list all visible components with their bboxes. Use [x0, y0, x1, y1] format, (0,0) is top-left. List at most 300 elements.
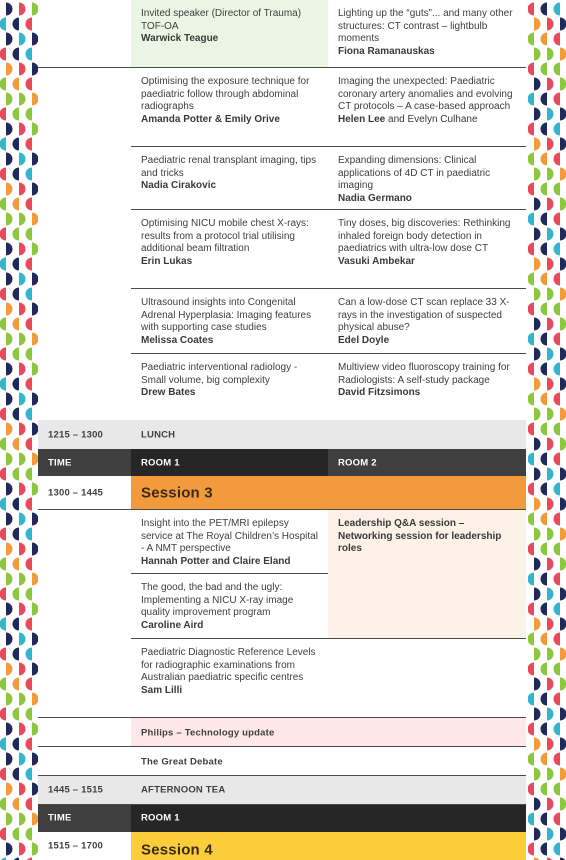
time-cell — [38, 476, 131, 510]
decorative-dot — [528, 303, 534, 316]
decorative-dot — [13, 768, 19, 781]
decorative-dot — [0, 828, 6, 841]
decorative-dot — [534, 408, 540, 421]
decorative-dot — [554, 813, 561, 826]
talk-title: Can a low-dose CT scan replace 33 X-rays in the investigation of suspected physical abuse? — [338, 297, 510, 333]
decorative-dot — [560, 138, 566, 151]
decorative-dot — [554, 753, 561, 766]
decorative-dot — [541, 93, 548, 106]
decorative-dot — [6, 243, 13, 256]
decorative-dot — [6, 3, 13, 16]
decorative-dot — [26, 558, 32, 571]
decorative-dot — [554, 543, 561, 556]
decorative-dot — [528, 243, 534, 256]
decorative-dot — [560, 348, 566, 361]
decorative-dot — [554, 183, 561, 196]
decorative-dot — [6, 783, 13, 796]
decorative-dot — [554, 33, 561, 46]
decorative-dot — [560, 198, 566, 211]
decorative-dot — [560, 108, 566, 121]
decorative-dot — [554, 303, 561, 316]
talk-speaker: Fiona Ramanauskas — [338, 45, 435, 57]
decorative-dot — [534, 108, 541, 121]
decorative-dot — [547, 18, 554, 31]
decorative-dot — [6, 483, 13, 496]
decorative-dot — [6, 63, 13, 76]
talk — [338, 8, 520, 58]
talk-speaker: Erin Lukas — [141, 255, 193, 267]
lunch-row — [38, 420, 526, 449]
decorative-dot — [534, 228, 541, 241]
decorative-dot — [26, 828, 32, 841]
talk-speaker-rest: and Evelyn Culhane — [388, 113, 478, 125]
decorative-dot — [13, 738, 19, 751]
room1-cell — [131, 510, 328, 574]
decorative-dot — [541, 153, 548, 166]
decorative-dot — [554, 513, 561, 526]
decorative-dot — [0, 258, 6, 271]
decorative-dot — [0, 168, 6, 181]
decorative-dot — [534, 618, 541, 631]
decorative-dot — [0, 648, 6, 661]
session-row — [38, 639, 526, 718]
debate-row — [38, 747, 526, 776]
decorative-dot — [19, 783, 26, 796]
decorative-dot — [534, 438, 541, 451]
decorative-dot — [541, 813, 548, 826]
decorative-dot — [560, 438, 566, 451]
decorative-dot — [0, 228, 6, 241]
decorative-dot — [19, 183, 26, 196]
header-room1 — [131, 804, 526, 832]
header-time-label: TIME — [48, 457, 72, 468]
decorative-dot — [6, 183, 13, 196]
time-cell — [38, 832, 131, 860]
decorative-dot — [6, 33, 13, 46]
time-label: 1445 – 1515 — [48, 784, 104, 796]
room1-cell — [131, 289, 328, 354]
decorative-dot — [26, 528, 32, 541]
decorative-dot — [541, 753, 548, 766]
decorative-dot — [6, 423, 13, 436]
decorative-dot — [26, 108, 32, 121]
decorative-dot — [534, 288, 541, 301]
decorative-dot — [0, 708, 6, 721]
decorative-dot — [547, 258, 554, 271]
decorative-dot — [26, 168, 32, 181]
decorative-dot — [534, 18, 541, 31]
decorative-dot — [528, 333, 534, 346]
session4-row — [38, 832, 526, 860]
decorative-dot — [19, 393, 26, 406]
talk — [338, 155, 520, 205]
decorative-dot — [6, 273, 13, 286]
decorative-dot — [13, 78, 19, 91]
decorative-dot — [560, 768, 566, 781]
session-banner — [131, 476, 526, 510]
decorative-dot — [541, 783, 548, 796]
column-header — [38, 804, 526, 832]
decorative-dot — [6, 693, 13, 706]
decorative-dot — [554, 783, 561, 796]
decorative-dot — [534, 588, 541, 601]
decorative-dot — [547, 588, 554, 601]
decorative-dot — [26, 138, 32, 151]
decorative-dot — [547, 198, 554, 211]
decorative-dot — [0, 738, 6, 751]
decorative-dot — [6, 573, 13, 586]
decorative-dot — [13, 708, 19, 721]
decorative-dot — [554, 693, 561, 706]
decorative-dot — [528, 663, 534, 676]
decorative-dot — [528, 513, 534, 526]
talk — [338, 297, 520, 347]
decorative-dot — [26, 438, 32, 451]
header-time — [38, 804, 131, 832]
decorative-dot — [26, 768, 32, 781]
decorative-dot — [0, 288, 6, 301]
decorative-dot — [0, 768, 6, 781]
decorative-dot — [0, 438, 6, 451]
decorative-dot — [13, 198, 19, 211]
decorative-dot — [534, 498, 541, 511]
decorative-dot — [534, 468, 541, 481]
decorative-dot — [26, 618, 32, 631]
decorative-dot — [541, 63, 548, 76]
decorative-dot — [534, 378, 541, 391]
decorative-border-left — [0, 0, 38, 860]
decorative-dot — [19, 303, 26, 316]
decorative-dot — [0, 408, 6, 421]
room1-cell — [131, 68, 328, 147]
room1-cell — [131, 210, 328, 289]
decorative-dot — [19, 843, 26, 856]
decorative-dot — [13, 18, 19, 31]
decorative-dot — [13, 498, 19, 511]
decorative-dot — [6, 843, 13, 856]
decorative-dot — [541, 33, 548, 46]
decorative-dot — [554, 213, 561, 226]
decorative-dot — [26, 348, 32, 361]
decorative-dot — [6, 453, 13, 466]
decorative-dot — [560, 168, 566, 181]
room1-cell — [131, 639, 526, 718]
decorative-dot — [6, 753, 13, 766]
decorative-dot — [554, 363, 561, 376]
decorative-dot — [547, 498, 554, 511]
decorative-dot — [541, 273, 548, 286]
decorative-dot — [19, 603, 26, 616]
decorative-dot — [0, 48, 6, 61]
decorative-dot — [26, 468, 32, 481]
talk-speaker: Melissa Coates — [141, 334, 214, 346]
decorative-dot — [19, 723, 26, 736]
decorative-dot — [13, 438, 19, 451]
philips-label: Philips – Technology update — [141, 727, 275, 738]
talk — [141, 218, 322, 268]
talk — [338, 218, 520, 268]
decorative-dot — [528, 423, 534, 436]
decorative-dot — [13, 558, 19, 571]
decorative-dot — [0, 18, 6, 31]
decorative-dot — [0, 678, 6, 691]
room2-cell — [328, 68, 526, 147]
room1-cell — [131, 354, 328, 420]
decorative-dot — [554, 63, 561, 76]
decorative-dot — [554, 633, 561, 646]
decorative-dot — [19, 543, 26, 556]
decorative-dot — [547, 528, 554, 541]
decorative-dot — [528, 723, 534, 736]
decorative-dot — [19, 483, 26, 496]
room2-cell — [328, 354, 526, 420]
decorative-dot — [554, 453, 561, 466]
decorative-dot — [547, 48, 554, 61]
decorative-dot — [13, 798, 19, 811]
decorative-dot — [13, 408, 19, 421]
decorative-dot — [560, 678, 566, 691]
talk — [141, 155, 322, 193]
decorative-dot — [6, 633, 13, 646]
header-time — [38, 449, 131, 476]
session3-block — [38, 510, 526, 639]
decorative-dot — [528, 3, 534, 16]
decorative-dot — [13, 138, 19, 151]
decorative-dot — [560, 18, 566, 31]
decorative-dot — [0, 138, 6, 151]
debate-label: The Great Debate — [141, 756, 223, 767]
decorative-dot — [528, 693, 534, 706]
session-row — [38, 0, 526, 68]
decorative-dot — [534, 558, 541, 571]
decorative-dot — [26, 48, 32, 61]
decorative-dot — [541, 633, 548, 646]
room2-cell — [328, 147, 526, 210]
decorative-dot — [528, 93, 534, 106]
talk — [141, 297, 322, 347]
decorative-dot — [554, 663, 561, 676]
talk-speaker-bold: Helen Lee — [338, 113, 386, 125]
decorative-dot — [554, 843, 561, 856]
decorative-dot — [547, 768, 554, 781]
decorative-dot — [560, 468, 566, 481]
talk-speaker: Edel Doyle — [338, 334, 390, 346]
decorative-dot — [554, 483, 561, 496]
talk-title: Paediatric Diagnostic Reference Levels for radiographic examinations from Australian paediatric specific centres — [141, 647, 316, 683]
decorative-dot — [560, 48, 566, 61]
decorative-dot — [541, 123, 548, 136]
decorative-dot — [560, 708, 566, 721]
decorative-dot — [26, 708, 32, 721]
decorative-dot — [26, 258, 32, 271]
decorative-dot — [560, 828, 566, 841]
decorative-dot — [547, 288, 554, 301]
talk-title: Invited speaker (Director of Trauma) TOF-OA — [141, 8, 302, 32]
decorative-dot — [6, 333, 13, 346]
decorative-dot — [19, 153, 26, 166]
break-label: LUNCH — [141, 429, 176, 440]
decorative-dot — [547, 168, 554, 181]
decorative-dot — [541, 603, 548, 616]
column-header — [38, 449, 526, 476]
decorative-dot — [13, 228, 19, 241]
decorative-dot — [547, 738, 554, 751]
decorative-dot — [560, 498, 566, 511]
decorative-dot — [0, 498, 6, 511]
time-label: 1215 – 1300 — [48, 429, 104, 440]
decorative-dot — [13, 378, 19, 391]
decorative-dot — [534, 48, 541, 61]
session-row — [38, 147, 526, 210]
decorative-dot — [547, 348, 554, 361]
decorative-dot — [541, 183, 548, 196]
decorative-dot — [541, 363, 548, 376]
decorative-dot — [560, 648, 566, 661]
decorative-dot — [0, 348, 6, 361]
talk-speaker: David Fitzsimons — [338, 387, 421, 398]
decorative-dot — [19, 513, 26, 526]
decorative-dot — [560, 228, 566, 241]
philips-row — [38, 718, 526, 747]
talk-title: Optimising the exposure technique for paediatric follow through abdominal radiographs — [141, 76, 310, 112]
talk-title: Paediatric renal transplant imaging, tips and tricks — [141, 155, 317, 179]
session-title: Session 3 — [141, 484, 213, 502]
leadership-title: Leadership Q&A session – Networking session for leadership roles — [338, 518, 502, 554]
talk — [141, 8, 322, 46]
decorative-dot — [528, 393, 534, 406]
decorative-dot — [534, 318, 541, 331]
decorative-dot — [19, 243, 26, 256]
talk-speaker: Sam Lilli — [141, 684, 183, 696]
decorative-dot — [6, 303, 13, 316]
decorative-dot — [26, 798, 32, 811]
decorative-dot — [547, 438, 554, 451]
talk — [141, 76, 322, 126]
decorative-dot — [534, 168, 541, 181]
decorative-dot — [547, 138, 554, 151]
decorative-dot — [26, 498, 32, 511]
decorative-dot — [547, 78, 554, 91]
decorative-dot — [26, 18, 32, 31]
decorative-dot — [560, 408, 566, 421]
decorative-dot — [534, 648, 541, 661]
decorative-dot — [26, 78, 32, 91]
talk-speaker: Amanda Potter & Emily Orive — [141, 113, 280, 125]
decorative-dot — [26, 288, 32, 301]
decorative-dot — [6, 663, 13, 676]
header-room1-label: ROOM 1 — [141, 457, 180, 468]
talk — [141, 582, 322, 632]
talk-speaker: Drew Bates — [141, 387, 196, 398]
decorative-dot — [528, 633, 534, 646]
decorative-dot — [547, 648, 554, 661]
decorative-dot — [6, 813, 13, 826]
decorative-dot — [534, 768, 541, 781]
decorative-dot — [534, 258, 541, 271]
talk-speaker: Vasuki Ambekar — [338, 255, 415, 267]
decorative-dot — [6, 363, 13, 376]
decorative-dot — [6, 723, 13, 736]
decorative-dot — [19, 123, 26, 136]
talk-speaker: Hannah Potter and Claire Eland — [141, 555, 291, 567]
decorative-dot — [554, 333, 561, 346]
decorative-dot — [547, 798, 554, 811]
talk — [141, 362, 322, 400]
decorative-dot — [0, 528, 6, 541]
decorative-dot — [6, 393, 13, 406]
decorative-dot — [560, 258, 566, 271]
talk-title: Multiview video fluoroscopy training for Radiologists: A self-study package — [338, 362, 510, 386]
decorative-dot — [534, 138, 541, 151]
decorative-dot — [541, 423, 548, 436]
talk-speaker — [338, 114, 520, 127]
decorative-dot — [6, 153, 13, 166]
decorative-dot — [547, 678, 554, 691]
decorative-dot — [26, 588, 32, 601]
decorative-dot — [541, 243, 548, 256]
decorative-dot — [560, 378, 566, 391]
decorative-dot — [534, 78, 541, 91]
decorative-dot — [13, 288, 19, 301]
talk-title: The good, the bad and the ugly: Implementing a NICU X-ray image quality improvement program — [141, 582, 294, 618]
break-cell — [131, 420, 526, 449]
decorative-dot — [19, 633, 26, 646]
time-cell — [38, 420, 131, 449]
talk-speaker: Caroline Aird — [141, 619, 204, 631]
decorative-dot — [13, 528, 19, 541]
decorative-dot — [534, 678, 541, 691]
decorative-dot — [541, 3, 548, 16]
decorative-dot — [528, 33, 534, 46]
decorative-dot — [560, 78, 566, 91]
talk-title: Expanding dimensions: Clinical applications of 4D CT in paediatric imaging — [338, 155, 491, 191]
header-room1-label: ROOM 1 — [141, 812, 180, 824]
decorative-dot — [554, 123, 561, 136]
decorative-dot — [541, 573, 548, 586]
session-banner — [131, 832, 526, 860]
decorative-dot — [547, 408, 553, 421]
decorative-dot — [26, 228, 32, 241]
room1-cell — [131, 0, 328, 68]
decorative-dot — [547, 108, 554, 121]
decorative-dot — [6, 603, 13, 616]
decorative-dot — [534, 708, 541, 721]
decorative-dot — [547, 468, 554, 481]
decorative-dot — [547, 318, 554, 331]
decorative-dot — [560, 588, 566, 601]
decorative-dot — [0, 618, 6, 631]
decorative-dot — [547, 828, 554, 841]
decorative-dot — [0, 468, 6, 481]
decorative-dot — [560, 798, 566, 811]
talk — [338, 518, 520, 556]
room1-cell — [131, 574, 328, 639]
header-time-label: TIME — [48, 812, 72, 824]
decorative-dot — [0, 588, 6, 601]
decorative-dot — [560, 318, 566, 331]
decorative-dot — [19, 753, 26, 766]
decorative-dot — [554, 603, 561, 616]
decorative-dot — [541, 213, 548, 226]
decorative-dot — [26, 408, 32, 421]
room2-cell — [328, 210, 526, 289]
decorative-dot — [528, 123, 534, 136]
decorative-dot — [13, 678, 19, 691]
decorative-dot — [26, 738, 32, 751]
decorative-dot — [0, 198, 6, 211]
talk-speaker: Nadia Cirakovic — [141, 180, 217, 191]
decorative-dot — [13, 318, 19, 331]
